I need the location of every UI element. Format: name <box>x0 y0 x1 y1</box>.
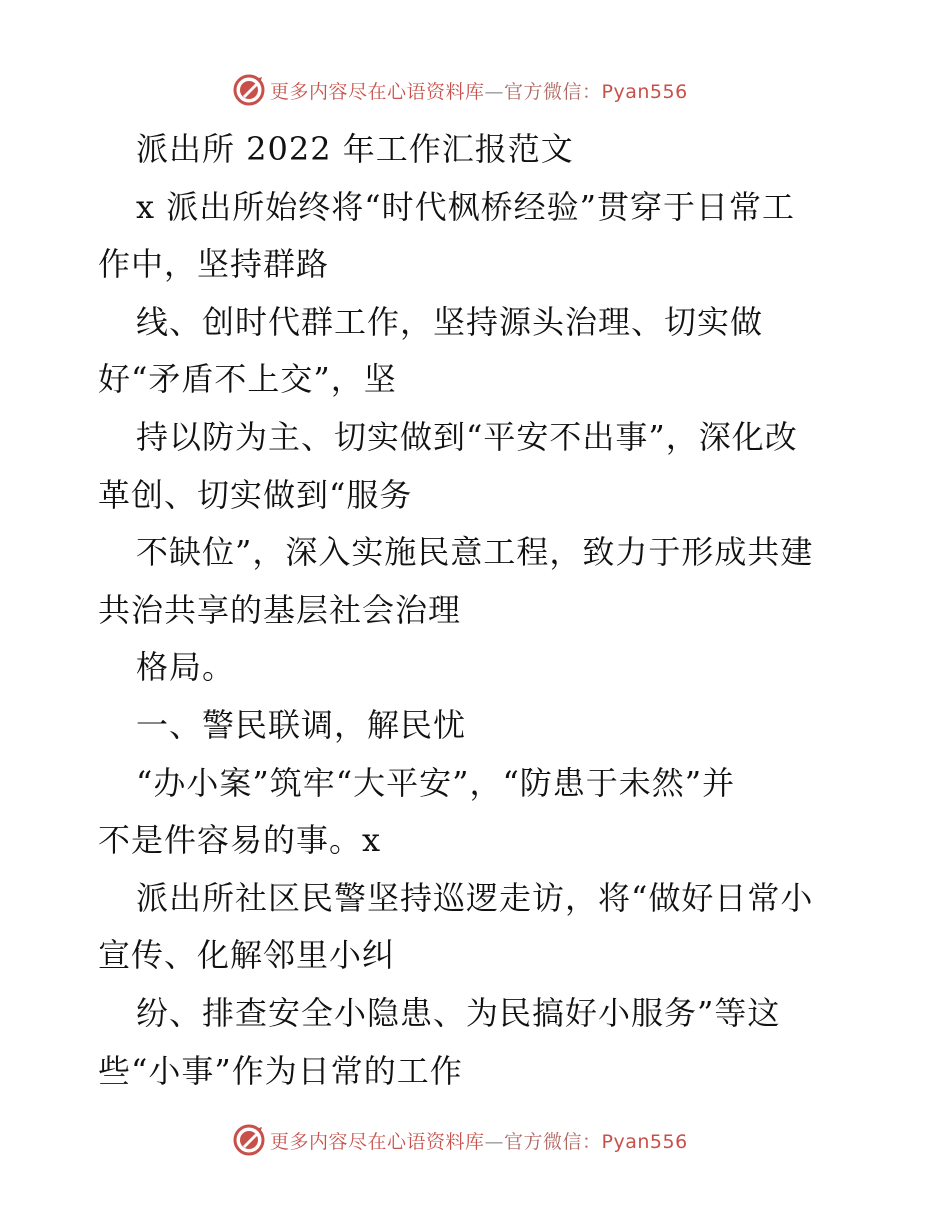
banner-site-text: 更多内容尽在心语资料库 <box>270 80 485 103</box>
banner-colon: ： <box>582 80 602 103</box>
text-line: 好“矛盾不上交”，坚 <box>98 360 397 399</box>
text-line: 持以防为主、切实做到“平安不出事”，深化改 <box>136 417 798 456</box>
banner-wechat-id: Pyan556 <box>601 80 688 103</box>
text-line: 作中，坚持群路 <box>98 245 330 284</box>
banner-text <box>270 77 688 104</box>
footer-banner <box>232 1120 732 1160</box>
banner-site-text: 更多内容尽在心语资料库 <box>270 1130 485 1153</box>
quill-seal-icon <box>232 1123 266 1157</box>
banner-wechat-label: 官方微信 <box>504 1130 583 1153</box>
banner-colon: ： <box>582 1130 602 1153</box>
text-line: “办小案”筑牢“大平安”，“防患于未然”并 <box>136 763 736 802</box>
banner-text <box>270 1127 688 1154</box>
text-line: 些“小事”作为日常的工作 <box>98 1051 463 1090</box>
text-line: 派出所 2022 年工作汇报范文 <box>136 130 574 168</box>
text-line: 共治共享的基层社会治理 <box>98 590 462 629</box>
banner-dash: — <box>484 1130 505 1153</box>
text-line: 派出所社区民警坚持巡逻走访，将“做好日常小 <box>136 878 814 917</box>
text-line: 宣传、化解邻里小纠 <box>98 936 396 975</box>
quill-seal-icon <box>232 73 266 107</box>
text-line: 纷、排查安全小隐患、为民搞好小服务”等这 <box>136 993 781 1032</box>
banner-wechat-label: 官方微信 <box>504 80 583 103</box>
text-line: 不缺位”，深入实施民意工程，致力于形成共建 <box>136 533 814 572</box>
text-line: 线、创时代群工作，坚持源头治理、切实做 <box>136 302 764 341</box>
text-line: 一、警民联调，解民忧 <box>136 705 467 744</box>
header-banner <box>232 70 732 110</box>
banner-dash: — <box>484 80 505 103</box>
text-line: 革创、切实做到“服务 <box>98 475 413 514</box>
text-line: 格局。 <box>136 648 236 687</box>
text-line: 不是件容易的事。x <box>98 821 382 860</box>
document-body <box>98 121 888 1100</box>
text-line: x 派出所始终将“时代枫桥经验”贯穿于日常工 <box>136 187 795 226</box>
banner-wechat-id: Pyan556 <box>601 1130 688 1153</box>
